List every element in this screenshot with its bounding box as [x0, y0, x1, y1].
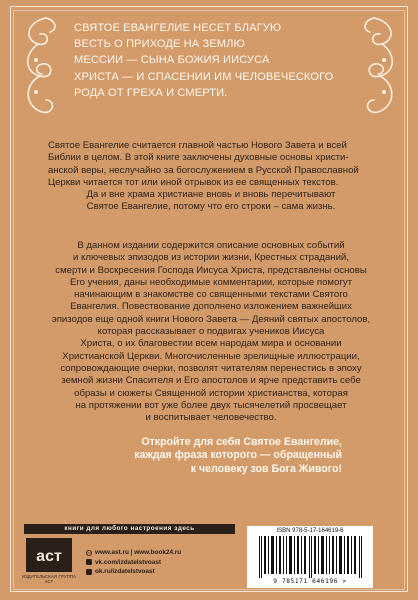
- text-line: начинающим в знакомстве со священными текстами Святого: [74, 289, 348, 301]
- ok-link-row[interactable]: [86, 567, 181, 577]
- text-line: Святое Евангелие считается главной частью Нового Завета и всей: [48, 140, 347, 151]
- text-line: Библии в целом. В этой книге заключены духовные основы христи-: [48, 152, 349, 164]
- text-line: анской веры, неслучайно за богослужением в Русской Православной: [48, 164, 359, 176]
- intro-paragraph: [48, 140, 374, 214]
- text-line: эпизодов еще одной книги Нового Завета — Деяний святых апостолов,: [51, 313, 371, 325]
- text-line: на протяжении вот уже более двух тысячелетий просвещает: [75, 399, 347, 411]
- headline-line: ХРИСТА — И СПАСЕНИИ ИМ ЧЕЛОВЕЧЕСКОГО: [74, 70, 334, 83]
- ornament-left-icon: [16, 14, 64, 118]
- text-line: Церкви читается тот или иной отрывок из ее священных текстов.: [48, 176, 339, 188]
- headline-line: СВЯТОЕ ЕВАНГЕЛИЕ НЕСЕТ БЛАГУЮ: [74, 22, 282, 34]
- text-line: Да и вне храма христиане вновь и вновь перечитывают: [86, 189, 336, 201]
- vk-link-row[interactable]: [86, 558, 181, 568]
- closing-line: Откройте для себя Святое Евангелие,: [141, 436, 342, 448]
- websites-text: www.ast.ru | www.book24.ru: [95, 549, 182, 556]
- text-line: Христианской Церкви. Многочисленные зрелищные иллюстрации,: [62, 350, 360, 362]
- isbn-text: ISBN 978-5-17-164619-6: [276, 528, 344, 534]
- headline-block: [74, 20, 349, 101]
- publisher-logo-icon: [26, 538, 72, 572]
- ornament-right-icon: [356, 14, 404, 118]
- text-line: Христа, о их благовестии всем народам мира и основании: [80, 338, 342, 350]
- text-line: сопровождающие очерки, позволят читателям перенестись в эпоху: [60, 362, 362, 374]
- publisher-caption: ИЗДАТЕЛЬСКАЯ ГРУППА АСТ: [21, 574, 77, 584]
- tagline-banner: книги для любого настроения здесь: [24, 524, 235, 534]
- vk-link-text: vk.com/izdatelstvoast: [95, 558, 162, 566]
- text-line: и воспитывает человечество.: [145, 412, 277, 424]
- websites-row[interactable]: [86, 548, 181, 558]
- vk-icon: [86, 559, 92, 565]
- text-line: Его учения, даны необходимые комментарии, которые помогут: [69, 276, 353, 288]
- globe-icon: [86, 550, 92, 556]
- closing-line: к человеку зов Бога Живого!: [190, 462, 342, 475]
- closing-line: каждая фраза которого — обращенный: [134, 449, 342, 462]
- barcode-icon: [257, 536, 367, 578]
- text-line: В данном издании содержится описание основных событий: [77, 240, 345, 251]
- barcode-digits: 9 785171 646196 >: [273, 578, 347, 585]
- closing-callout: [80, 436, 342, 476]
- ok-icon: [86, 569, 92, 575]
- headline-line: РОДА ОТ ГРЕХА И СМЕРТИ.: [74, 86, 228, 99]
- text-line: которая рассказывает о подвигах учеников Иисуса: [97, 326, 325, 338]
- publisher-logo-text: аст: [36, 548, 62, 565]
- text-line: земной жизни Спасителя и Его апостолов и ярче представить себе: [61, 375, 361, 387]
- text-line: Святое Евангелие, потому что его строки – сама жизнь.: [86, 201, 336, 213]
- text-line: и ключевых эпизодов из истории жизни, Крестных страданий,: [73, 252, 349, 264]
- description-paragraph: [48, 240, 374, 424]
- text-line: Евангелия. Повествование дополнено изложением важнейших: [70, 301, 352, 313]
- text-line: смерти и Воскресения Господа Иисуса Христа, представлены основы: [55, 264, 367, 276]
- headline-line: ВЕСТЬ О ПРИХОДЕ НА ЗЕМЛЮ: [74, 38, 245, 51]
- publisher-links: [86, 548, 181, 577]
- text-line: образы и сюжеты Священной истории христианства, которая: [74, 387, 348, 399]
- headline-line: МЕССИИ — СЫНА БОЖИЯ ИИСУСА: [74, 54, 270, 67]
- barcode-panel: [247, 526, 373, 588]
- ok-link-text: ok.ru/izdatelstvoast: [95, 568, 155, 576]
